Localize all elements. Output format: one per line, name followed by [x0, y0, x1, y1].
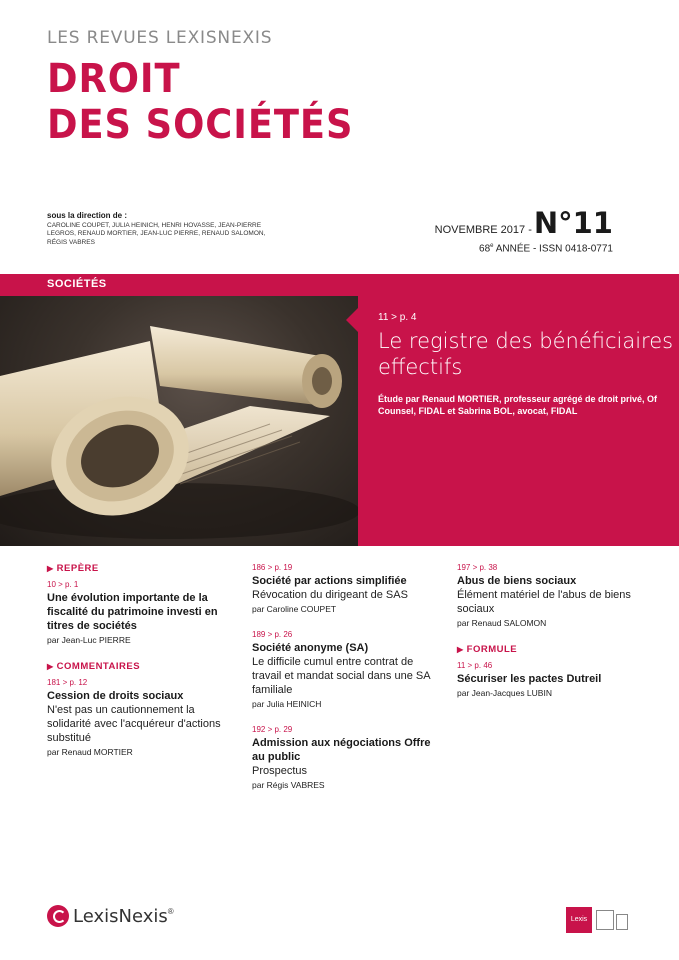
issue-date: NOVEMBRE 2017 -	[434, 224, 532, 236]
title-line-2: DES SOCIÉTÉS	[47, 102, 354, 148]
feature-title[interactable]: Le registre des bénéficiaires effectifs	[378, 329, 674, 379]
article-subtitle: Révocation du dirigeant de SAS	[252, 589, 408, 601]
logo-text: LexisNexis	[73, 905, 168, 927]
feature-notch	[346, 308, 358, 332]
section-label: FORMULE	[466, 644, 518, 655]
journal-title	[47, 56, 353, 148]
article-title: Abus de biens sociaux	[457, 575, 577, 587]
scroll-photo	[0, 296, 358, 546]
article-author: par Régis VABRES	[252, 780, 325, 790]
article-ref: 11 > p. 46	[457, 661, 493, 670]
direction-label: sous la direction de :	[47, 211, 128, 220]
lexisnexis-logo-icon	[47, 905, 69, 927]
triangle-icon: ▶	[457, 645, 464, 654]
section-heading-formule	[457, 644, 637, 655]
feature-ref[interactable]: 11 > p. 4	[378, 312, 417, 323]
article-title: Société anonyme (SA)	[252, 642, 369, 654]
logo-reg: ®	[167, 906, 174, 916]
section-label: COMMENTAIRES	[56, 661, 141, 672]
column-2	[252, 563, 437, 806]
year-issn	[479, 243, 613, 254]
series-name: LES REVUES LEXISNEXIS	[47, 28, 273, 48]
article-author: par Renaud SALOMON	[457, 618, 547, 628]
article-subtitle: Le difficile cumul entre contrat de travail et mandat social dans une SA familiale	[252, 656, 430, 696]
devices-icon	[594, 910, 628, 930]
article-ref: 189 > p. 26	[252, 630, 293, 639]
section-heading-repere	[47, 563, 227, 574]
section-heading-commentaires	[47, 661, 227, 672]
article-ref: 197 > p. 38	[457, 563, 498, 572]
issue-number: N°11	[533, 206, 613, 240]
article[interactable]	[252, 725, 437, 790]
year-number: 68	[479, 243, 491, 255]
phone-icon	[616, 914, 628, 930]
article-ref: 192 > p. 29	[252, 725, 293, 734]
article-title: Cession de droits sociaux	[47, 690, 184, 702]
article-ref: 186 > p. 19	[252, 563, 293, 572]
article-title: Société par actions simplifiée	[252, 575, 407, 587]
article-author: par Julia HEINICH	[252, 699, 322, 709]
article-title: Une évolution importante de la fiscalité du patrimoine investi en titres de sociétés	[47, 592, 218, 632]
article-title: Admission aux négociations Offre au public	[252, 737, 431, 763]
article-ref: 10 > p. 1	[47, 580, 79, 589]
article[interactable]	[252, 563, 437, 614]
feature-authors: Étude par Renaud MORTIER, professeur agrégé de droit privé, Of Counsel, FIDAL et Sabrina BOL, avocat, FIDAL	[378, 394, 658, 416]
column-3	[457, 563, 637, 714]
article-ref: 181 > p. 12	[47, 678, 88, 687]
article-title: Sécuriser les pactes Dutreil	[457, 673, 602, 685]
article-subtitle: Prospectus	[252, 765, 308, 777]
section-label: REPÈRE	[56, 563, 99, 574]
section-band-label: SOCIÉTÉS	[47, 278, 107, 290]
triangle-icon: ▶	[47, 564, 54, 573]
article-subtitle: Élément matériel de l'abus de biens sociaux	[457, 589, 631, 615]
year-sup: e	[490, 243, 494, 249]
year-rest: ANNÉE - ISSN 0418-0771	[493, 243, 613, 255]
tablet-icon	[596, 910, 614, 930]
triangle-icon: ▶	[47, 662, 54, 671]
article-subtitle: N'est pas un cautionnement la solidarité avec l'acquéreur d'actions substitué	[47, 704, 221, 744]
direction-names: CAROLINE COUPET, JULIA HEINICH, HENRI HOVASSE, JEAN-PIERRE LEGROS, RENAUD MORTIER, JEAN-LUC PIERRE, RENAUD SALOMON, RÉGIS VABRES	[47, 222, 266, 246]
article-author: par Renaud MORTIER	[47, 747, 133, 757]
article[interactable]	[252, 630, 437, 709]
article-author: par Jean-Jacques LUBIN	[457, 688, 552, 698]
article[interactable]	[457, 563, 637, 628]
column-1	[47, 563, 227, 773]
lexis-badge: Lexis	[566, 907, 592, 933]
article-author: par Caroline COUPET	[252, 604, 337, 614]
article[interactable]	[457, 661, 637, 698]
issue-info	[435, 206, 613, 240]
article[interactable]	[47, 678, 227, 757]
title-line-1: DROIT	[47, 56, 181, 102]
publisher-logo	[47, 905, 174, 927]
article-author: par Jean-Luc PIERRE	[47, 635, 131, 645]
scroll-illustration	[0, 296, 358, 546]
article[interactable]	[47, 580, 227, 645]
